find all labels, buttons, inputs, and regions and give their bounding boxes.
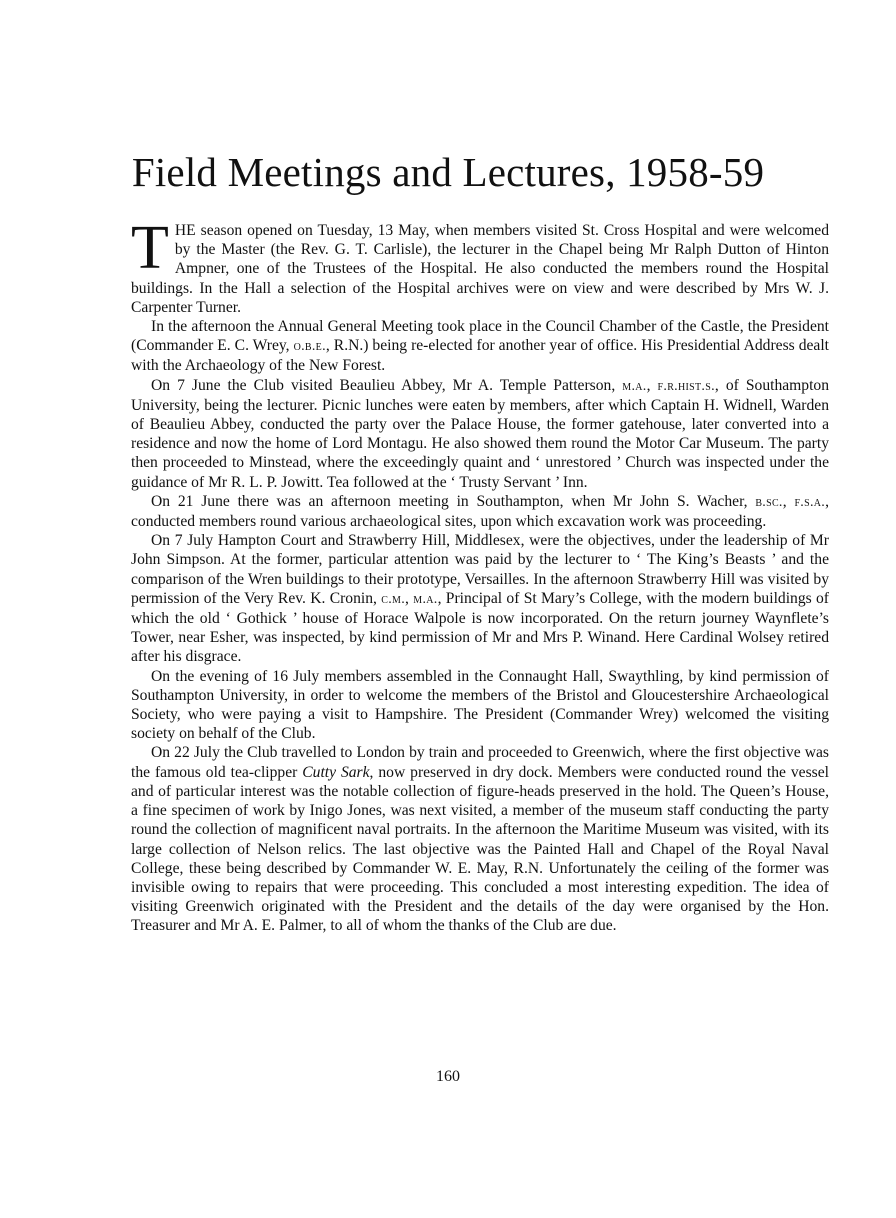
paragraph-5: On 7 July Hampton Court and Strawberry Hill, Middlesex, were the objectives, under the leadership of Mr John Simpson. At the former, particular attention was paid by the lecturer to ‘ The King’s Beasts ’ and the comparison of the Wren buildings to their prototype, Versailles. In the afternoon Strawberry Hill was visited by permission of the Very Rev. K. Cronin, c.m., m.a., Principal of St Mary’s College, with the modern buildings of which the old ‘ Gothick ’ house of Horace Walpole is now incorporated. On the return journey Waynflete’s Tower, near Esher, was inspected, by kind permission of Mr and Mrs P. Winand. Here Cardinal Wolsey retired after his disgrace. (131, 532, 829, 666)
paragraph-3: On 7 June the Club visited Beaulieu Abbey, Mr A. Temple Patterson, m.a., f.r.hist.s., of Southampton University, being the lecturer. Picnic lunches were eaten by members, after which Captain H. Widnell, Warden of Beaulieu Abbey, conducted the party over the Palace House, the former gatehouse, later converted into a residence and now the home of Lord Montagu. He also showed them round the Motor Car Museum. The party then proceeded to Minstead, where the exceedingly quaint and ‘ unrestored ’ Church was inspected under the guidance of Mr R. L. P. Jowitt. Tea followed at the ‘ Trusty Servant ’ Inn. (131, 376, 830, 491)
article-body (131, 214, 830, 936)
ship-name: Cutty Sark (302, 763, 370, 781)
paragraph-7: On 22 July the Club travelled to London by train and proceeded to Greenwich, where the first objective was the famous old tea-clipper Cutty Sark, now preserved in dry dock. Members were conducted round the vessel and of particular interest was the notable collection of figure-heads preserved in the hold. The Queen’s House, a fine specimen of work by Inigo Jones, was next visited, a member of the museum staff conducting the party round the collection of magnificent naval portraits. In the afternoon the Maritime Museum was visited, with its large collection of Nelson relics. The last objective was the Painted Hall and Chapel of the Royal Naval College, these being described by Commander W. E. May, R.N. Unfortunately the ceiling of the former was invisible owing to repairs that were proceeding. This concluded a most interesting expedition. The idea of visiting Greenwich originated with the President and the details of the day were organised by the Hon. Treasurer and Mr A. E. Palmer, to all of whom the thanks of the Club are due. (131, 744, 829, 935)
drop-cap: T (131, 214, 169, 282)
degree: c.m. (381, 590, 406, 607)
degree: f.r.hist.s. (657, 377, 715, 394)
degree: m.a. (413, 590, 438, 607)
honorific: o.b.e. (293, 338, 326, 355)
page-number: 160 (436, 1068, 460, 1085)
degree: m.a. (622, 377, 647, 394)
degree: b.sc. (755, 493, 783, 510)
paragraph-4: On 21 June there was an afternoon meeting in Southampton, when Mr John S. Wacher, b.sc., f.s.a., conducted members round various archaeological sites, upon which excavation work was proceeding. (131, 492, 830, 531)
page-title: Field Meetings and Lectures, 1958-59 (131, 149, 765, 195)
paragraph-1: THE season opened on Tuesday, 13 May, when members visited St. Cross Hospital and were welcomed by the Master (the Rev. G. T. Carlisle), the lecturer in the Chapel being Mr Ralph Dutton of Hinton Ampner, one of the Trustees of the Hospital. He also conducted the members round the Hospital buildings. In the Hall a selection of the Hospital archives were on view and were described by Mrs W. J. Carpenter Turner. (131, 214, 829, 316)
paragraph-6: On the evening of 16 July members assembled in the Connaught Hall, Swaythling, by kind permission of Southampton University, in order to welcome the members of the Bristol and Gloucestershire Archaeological Society, who were paying a visit to Hampshire. The President (Commander Wrey) welcomed the visiting society on behalf of the Club. (131, 667, 829, 743)
degree: f.s.a. (794, 493, 826, 510)
paragraph-2: In the afternoon the Annual General Meeting took place in the Council Chamber of the Castle, the President (Commander E. C. Wrey, o.b.e., R.N.) being re-elected for another year of office. His Presidential Address dealt with the Archaeology of the New Forest. (131, 318, 829, 375)
